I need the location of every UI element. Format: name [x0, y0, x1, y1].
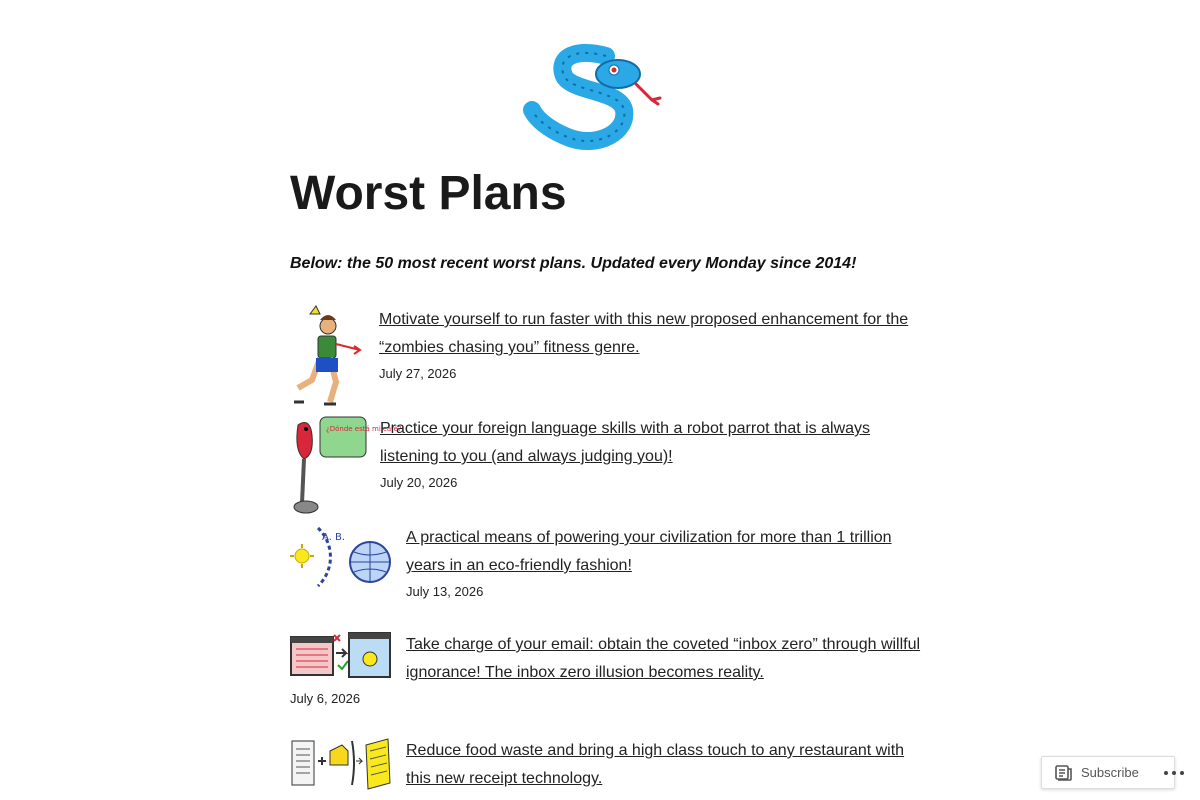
reader-icon — [1055, 765, 1073, 781]
post-item — [290, 415, 930, 519]
post-item — [290, 306, 930, 410]
running-man-icon — [290, 306, 366, 408]
site-title[interactable]: Worst Plans — [290, 167, 567, 220]
post-date: July 20, 2026 — [380, 475, 458, 490]
svg-text:A. B.: A. B. — [322, 532, 346, 543]
sun-and-planet-icon — [290, 524, 392, 594]
post-date: July 13, 2026 — [406, 584, 484, 599]
post-title-link[interactable]: A practical means of powering your civilization for more than 1 trillion years in an eco-friendly fashion! — [406, 529, 892, 574]
post-title-link[interactable]: Motivate yourself to run faster with this new proposed enhancement for the “zombies chasing you” fitness genre. — [379, 311, 909, 356]
post-title-link[interactable]: Reduce food waste and bring a high class touch to any restaurant with this new receipt technology. — [406, 742, 905, 787]
robot-parrot-icon — [290, 415, 402, 517]
post-item — [290, 631, 930, 711]
post-item — [290, 524, 930, 628]
post-item — [290, 737, 930, 799]
receipt-cheese-icon — [290, 737, 392, 791]
subscribe-label: Subscribe — [1081, 765, 1139, 780]
site-tagline: Below: the 50 most recent worst plans. Updated every Monday since 2014! — [290, 255, 857, 272]
snake-logo-icon — [528, 48, 668, 148]
post-date: July 6, 2026 — [290, 691, 361, 706]
subscribe-button[interactable] — [1041, 756, 1175, 789]
svg-text:¿Dónde está mi café?: ¿Dónde está mi café? — [326, 425, 402, 433]
post-date: July 27, 2026 — [379, 366, 457, 381]
more-dots-icon[interactable] — [1157, 763, 1191, 783]
post-title-link[interactable]: Practice your foreign language skills with a robot parrot that is always listening to you (and always judging you)! — [380, 420, 871, 465]
email-windows-icon — [290, 631, 392, 679]
post-title-link[interactable]: Take charge of your email: obtain the coveted “inbox zero” through willful ignorance! The inbox zero illusion becomes reality. — [406, 636, 921, 681]
